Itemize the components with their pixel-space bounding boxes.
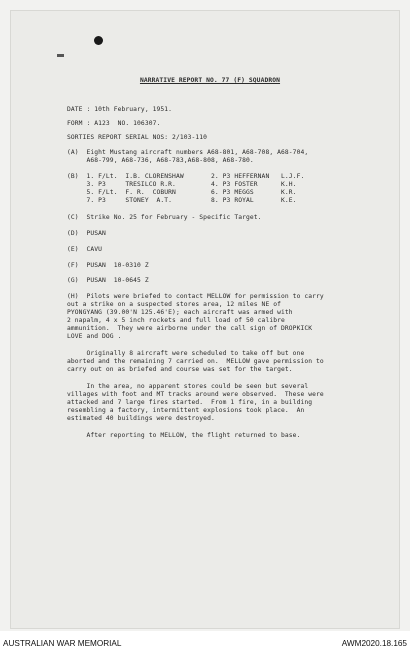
item-c-line: (C) Strike No. 25 for February - Specific Target. [67, 214, 262, 221]
report-title: NARRATIVE REPORT NO. 77 (F) SQUADRON [139, 77, 281, 84]
item-h-line-3: PYONGYANG (39.00'N 125.46'E); each aircraft was armed with [67, 309, 293, 316]
item-g-line: (G) PUSAN 10-0645 Z [67, 277, 149, 284]
paragraph-3-line-2: villages with foot and MT tracks around were observed. These were [67, 391, 324, 398]
archive-footer [0, 631, 410, 653]
item-f-line: (F) PUSAN 10-0310 Z [67, 262, 149, 269]
paragraph-2-line-1: Originally 8 aircraft were scheduled to take off but one [67, 350, 305, 357]
item-h-line-1: (H) Pilots were briefed to contact MELLOW for permission to carry [67, 293, 324, 300]
sorties-line: SORTIES REPORT SERIAL NOS: 2/103-110 [67, 134, 208, 141]
footer-institution: AUSTRALIAN WAR MEMORIAL [3, 639, 122, 648]
item-e-line: (E) CAVU [67, 246, 103, 253]
document-page [10, 10, 400, 629]
item-h-line-4: 2 napalm, 4 x 5 inch rockets and full load of 50 calibre [67, 317, 285, 324]
paragraph-4-line: After reporting to MELLOW, the flight returned to base. [67, 432, 301, 439]
item-h-line-6: LOVE and DOG . [67, 333, 122, 340]
item-b-line-4: 7. P3 STONEY A.T. 8. P3 ROYAL K.E. [67, 197, 297, 204]
item-b-line-2: 3. P3 TRESILCO R.R. 4. P3 FOSTER K.H. [67, 181, 297, 188]
date-line: DATE : 10th February, 1951. [67, 106, 173, 113]
item-a-line-1: (A) Eight Mustang aircraft numbers A68-801, A68-708, A68-704, [67, 149, 309, 156]
paragraph-3-line-5: estimated 40 buildings were destroyed. [67, 415, 215, 422]
item-a-line-2: A68-799, A68-736, A68-783,A68-808, A68-780. [67, 157, 254, 164]
footer-accession-number: AWM2020.18.165 [341, 639, 407, 648]
paragraph-3-line-4: resembling a factory, intermittent explosions took place. An [67, 407, 305, 414]
item-b-line-1: (B) 1. F/Lt. I.B. CLORENSHAW 2. P3 HEFFERNAN L.J.F. [67, 173, 305, 180]
paragraph-3-line-3: attacked and 7 large fires started. From 1 fire, in a building [67, 399, 313, 406]
paragraph-2-line-3: carry out on as briefed and course was set for the target. [67, 366, 293, 373]
item-b-line-3: 5. F/Lt. F. R. COBURN 6. P3 MEGGS K.R. [67, 189, 297, 196]
item-h-line-5: ammunition. They were airborne under the call sign of DROPKICK [67, 325, 313, 332]
paragraph-3-line-1: In the area, no apparent stores could be seen but several [67, 383, 309, 390]
paragraph-2-line-2: aborted and the remaining 7 carried on. MELLOW gave permission to [67, 358, 324, 365]
form-line: FORM : A123 NO. 106307. [67, 120, 161, 127]
item-h-line-2: out a strike on a suspected stores area, 12 miles NE of [67, 301, 282, 308]
report-body [10, 10, 400, 629]
item-d-line: (D) PUSAN [67, 230, 106, 237]
